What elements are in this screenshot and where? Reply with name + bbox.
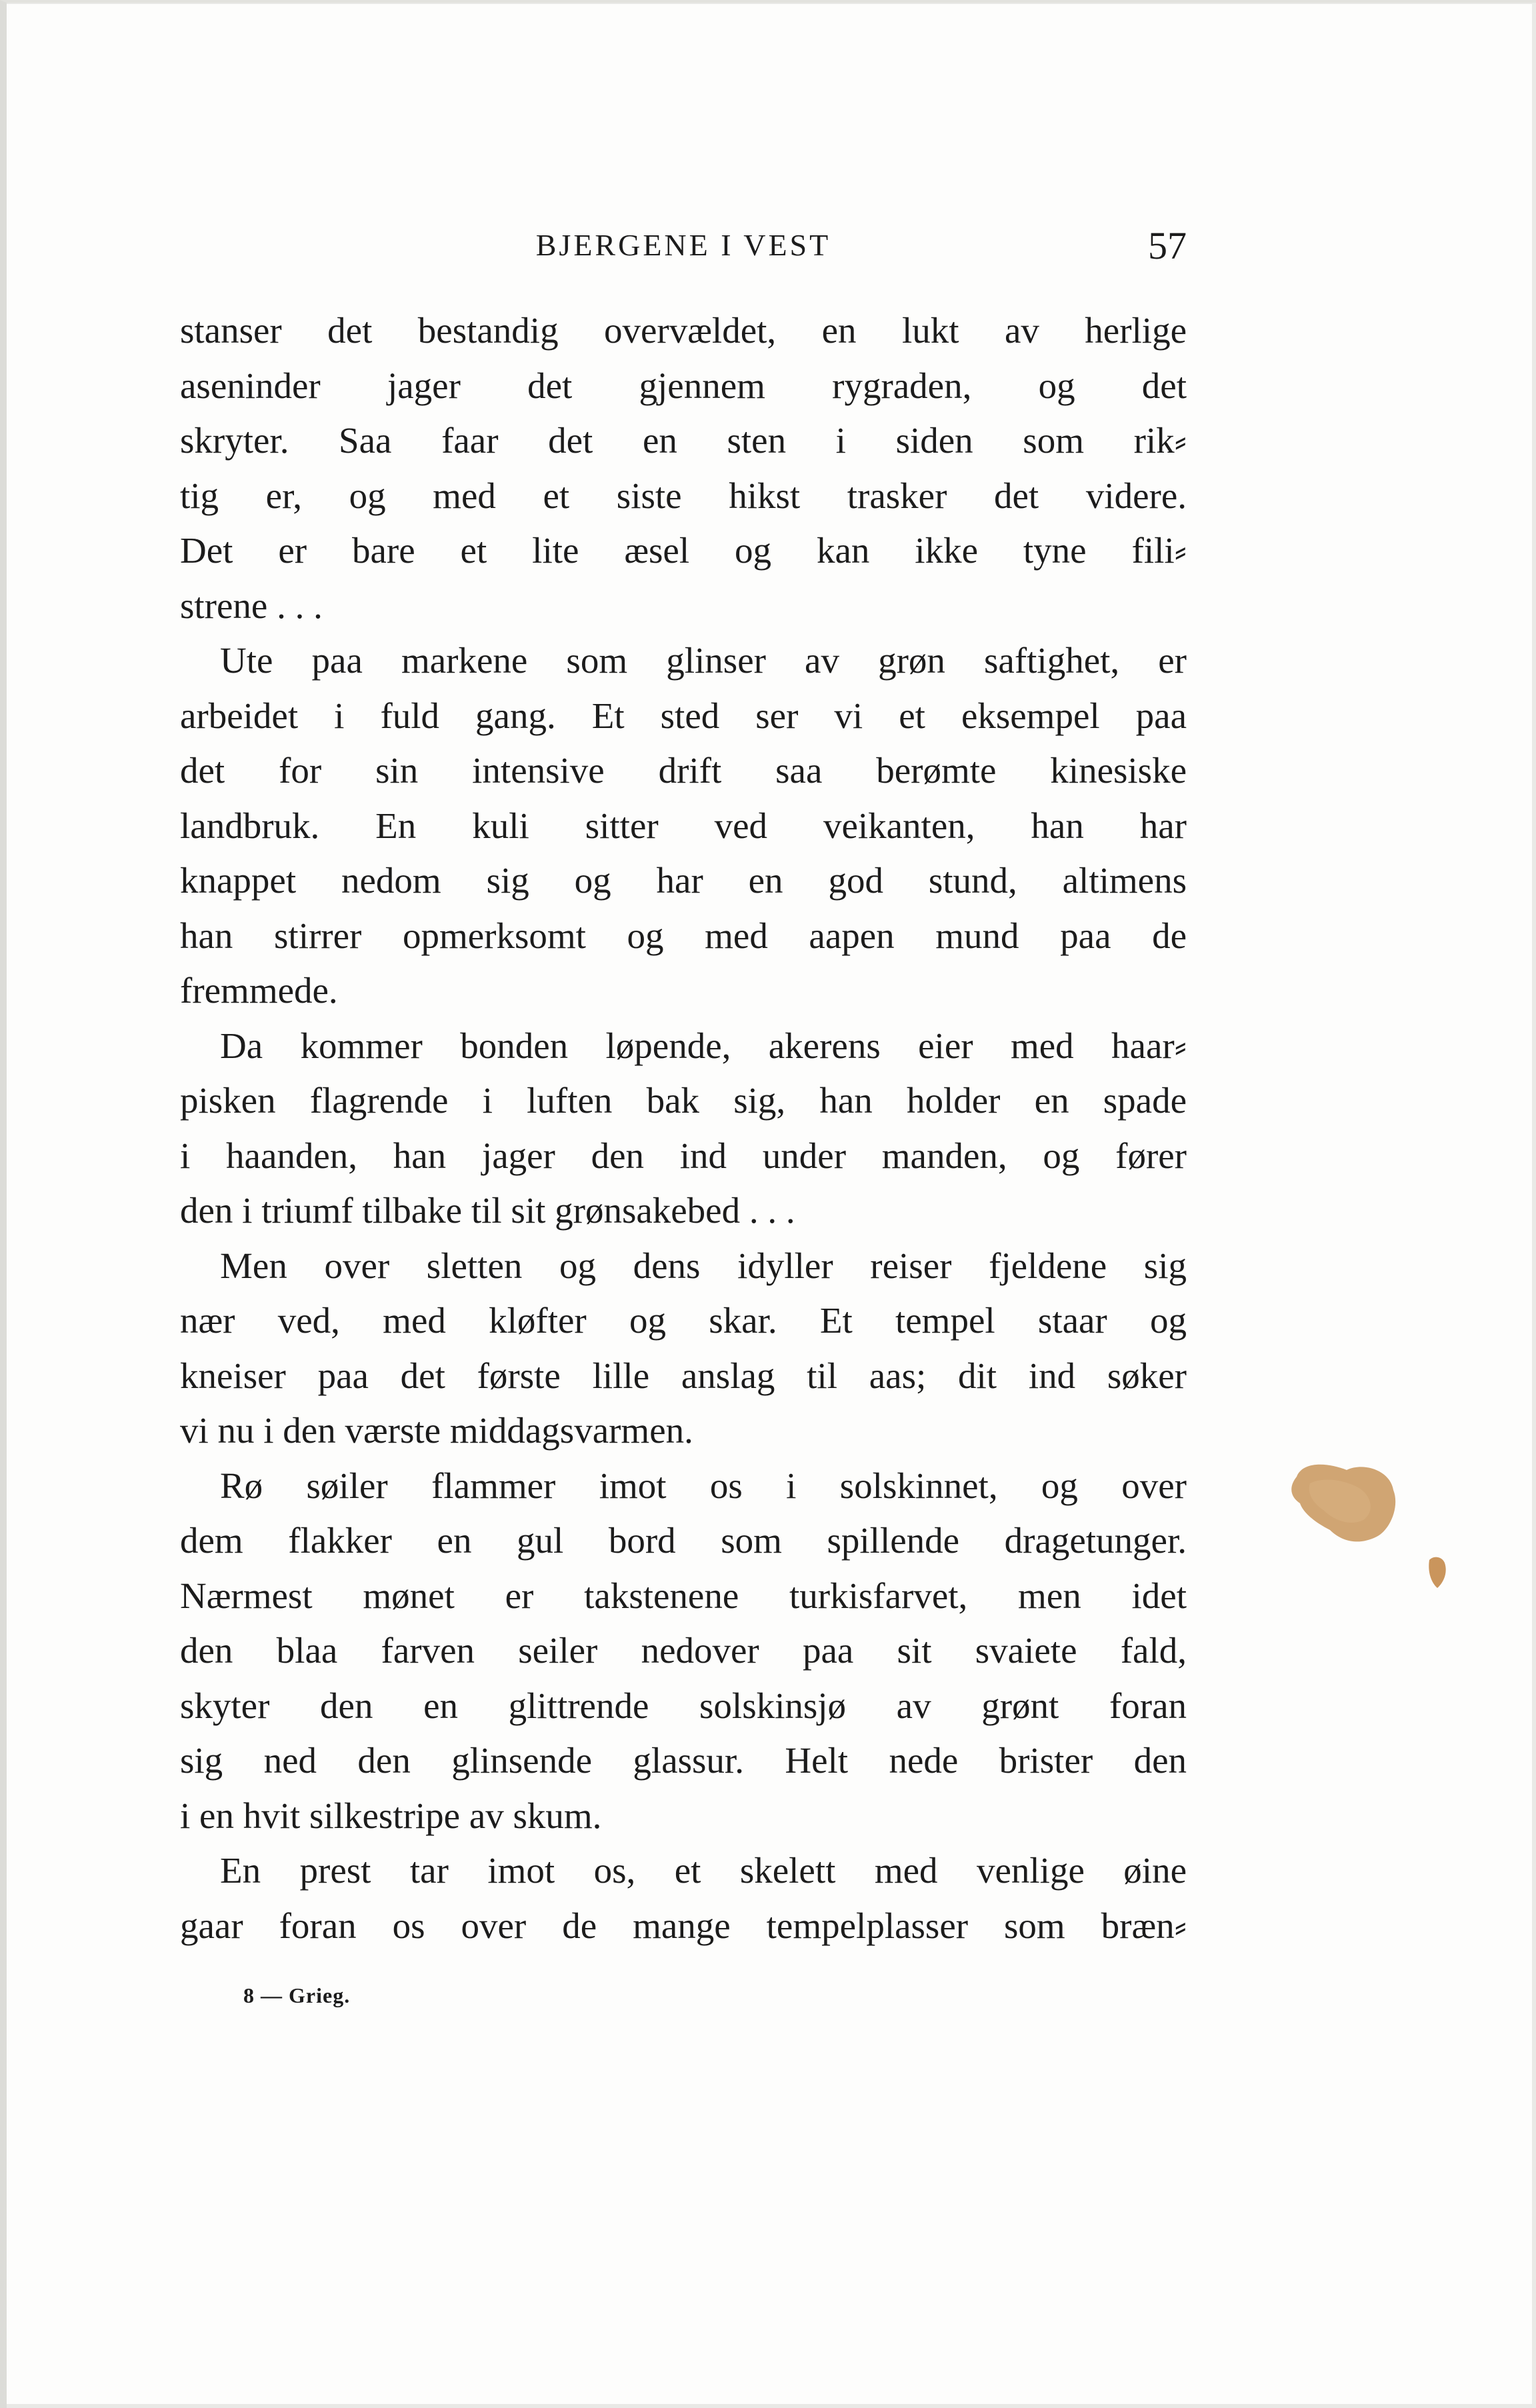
text-line: pisken flagrende i luften bak sig, han holder en spade [180, 1080, 1187, 1121]
running-head-title: BJERGENE I VEST [535, 228, 831, 262]
text-line: den i triumf tilbake til sit grønsakebed . . . [180, 1190, 795, 1231]
text-line: Men over sletten og dens idyller reiser fjeldene sig [220, 1245, 1187, 1286]
text-line: skryter. Saa faar det en sten i siden som rik⸗ [180, 420, 1187, 461]
text-line: kneiser paa det første lille anslag til aas; dit ind søker [180, 1355, 1187, 1396]
foxing-stain [1283, 1457, 1403, 1557]
text-line: aseninder jager det gjennem rygraden, og det [180, 365, 1187, 406]
text-line: det for sin intensive drift saa berømte kinesiske [180, 750, 1187, 791]
text-line: stanser det bestandig overvældet, en lukt av herlige [180, 310, 1187, 351]
text-line: nær ved, med kløfter og skar. Et tempel staar og [180, 1300, 1187, 1341]
text-line: En prest tar imot os, et skelett med venlige øine [220, 1850, 1187, 1891]
text-line: knappet nedom sig og har en god stund, altimens [180, 860, 1187, 901]
text-line: skyter den en glittrende solskinsjø av grønt foran [180, 1685, 1187, 1726]
text-line: strene . . . [180, 585, 323, 626]
text-line: den blaa farven seiler nedover paa sit svaiete fald, [180, 1630, 1187, 1671]
text-line: i en hvit silkestripe av skum. [180, 1795, 602, 1836]
text-line: tig er, og med et siste hikst trasker det videre. [180, 475, 1187, 516]
foxing-spot [1424, 1553, 1451, 1593]
running-head [180, 217, 1187, 270]
text-line: gaar foran os over de mange tempelplasser som bræn⸗ [180, 1905, 1187, 1946]
text-line: han stirrer opmerksomt og med aapen mund paa de [180, 915, 1187, 956]
text-line: landbruk. En kuli sitter ved veikanten, han har [180, 805, 1187, 846]
text-line: Ute paa markene som glinser av grøn saftighet, er [220, 640, 1187, 681]
page-number: 57 [1148, 224, 1187, 267]
text-line: sig ned den glinsende glassur. Helt nede brister den [180, 1740, 1187, 1781]
text-line: Nærmest mønet er takstenene turkisfarvet, men idet [180, 1575, 1187, 1616]
body-text [180, 303, 1187, 1953]
signature-mark: 8 — Grieg. [243, 1983, 351, 2007]
text-line: Da kommer bonden løpende, akerens eier med haar⸗ [220, 1025, 1187, 1066]
text-line: Det er bare et lite æsel og kan ikke tyne fili⸗ [180, 530, 1187, 571]
text-line: vi nu i den værste middagsvarmen. [180, 1410, 693, 1451]
text-line: Rø søiler flammer imot os i solskinnet, og over [220, 1465, 1187, 1506]
text-line: dem flakker en gul bord som spillende dragetunger. [180, 1520, 1187, 1561]
text-line: arbeidet i fuld gang. Et sted ser vi et eksempel paa [180, 695, 1187, 736]
text-line: i haanden, han jager den ind under manden, og fører [180, 1135, 1187, 1176]
text-line: fremmede. [180, 970, 338, 1011]
